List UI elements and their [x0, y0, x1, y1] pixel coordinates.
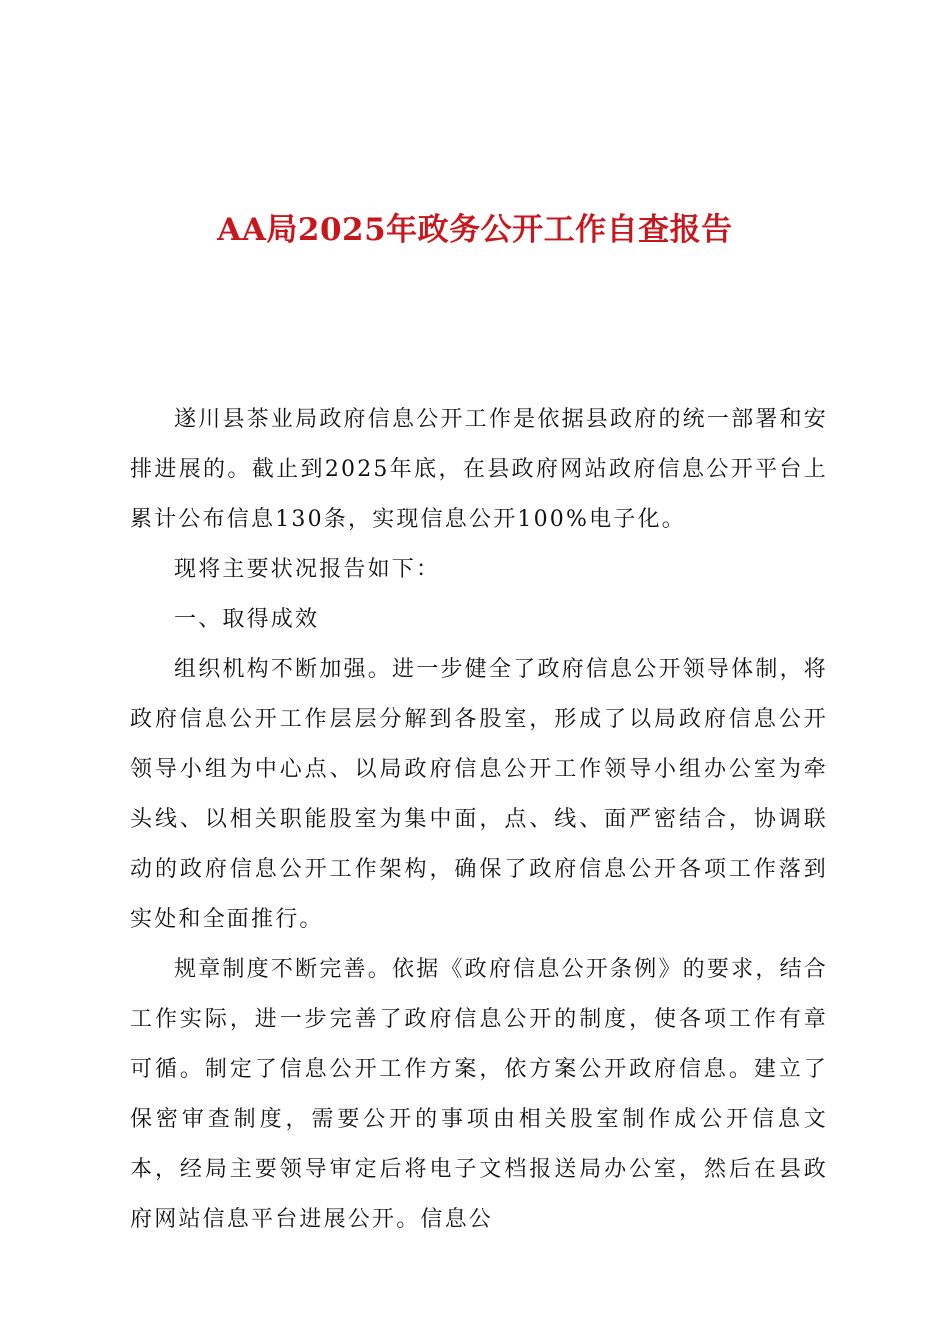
paragraph-organization: 组织机构不断加强。进一步健全了政府信息公开领导体制，将政府信息公开工作层层分解到各股室，形成了以局政府信息公开领导小组为中心点、以局政府信息公开工作领导小组办公室为牵头线、以相关职能股室为集中面，点、线、面严密结合，协调联动的政府信息公开工作架构，确保了政府信息公开各项工作落到实处和全面推行。 [130, 657, 828, 932]
paragraph-regulations: 规章制度不断完善。依据《政府信息公开条例》的要求，结合工作实际，进一步完善了政府信息公开的制度，使各项工作有章可循。制定了信息公开工作方案，依方案公开政府信息。建立了保密审查制度，需要公开的事项由相关股室制作成公开信息文本，经局主要领导审定后将电子文档报送局办公室，然后在县政府网站信息平台进展公开。信息公 [130, 957, 828, 1232]
section-heading-achievements: 一、取得成效 [174, 607, 320, 632]
document-title: AA局2025年政务公开工作自查报告 [217, 212, 733, 248]
document-body [130, 395, 828, 1245]
paragraph-report-lead: 现将主要状况报告如下： [174, 557, 441, 582]
paragraph-intro: 遂川县茶业局政府信息公开工作是依据县政府的统一部署和安排进展的。截止到2025年底，在县政府网站政府信息公开平台上累计公布信息130条，实现信息公开100%电子化。 [130, 407, 828, 532]
